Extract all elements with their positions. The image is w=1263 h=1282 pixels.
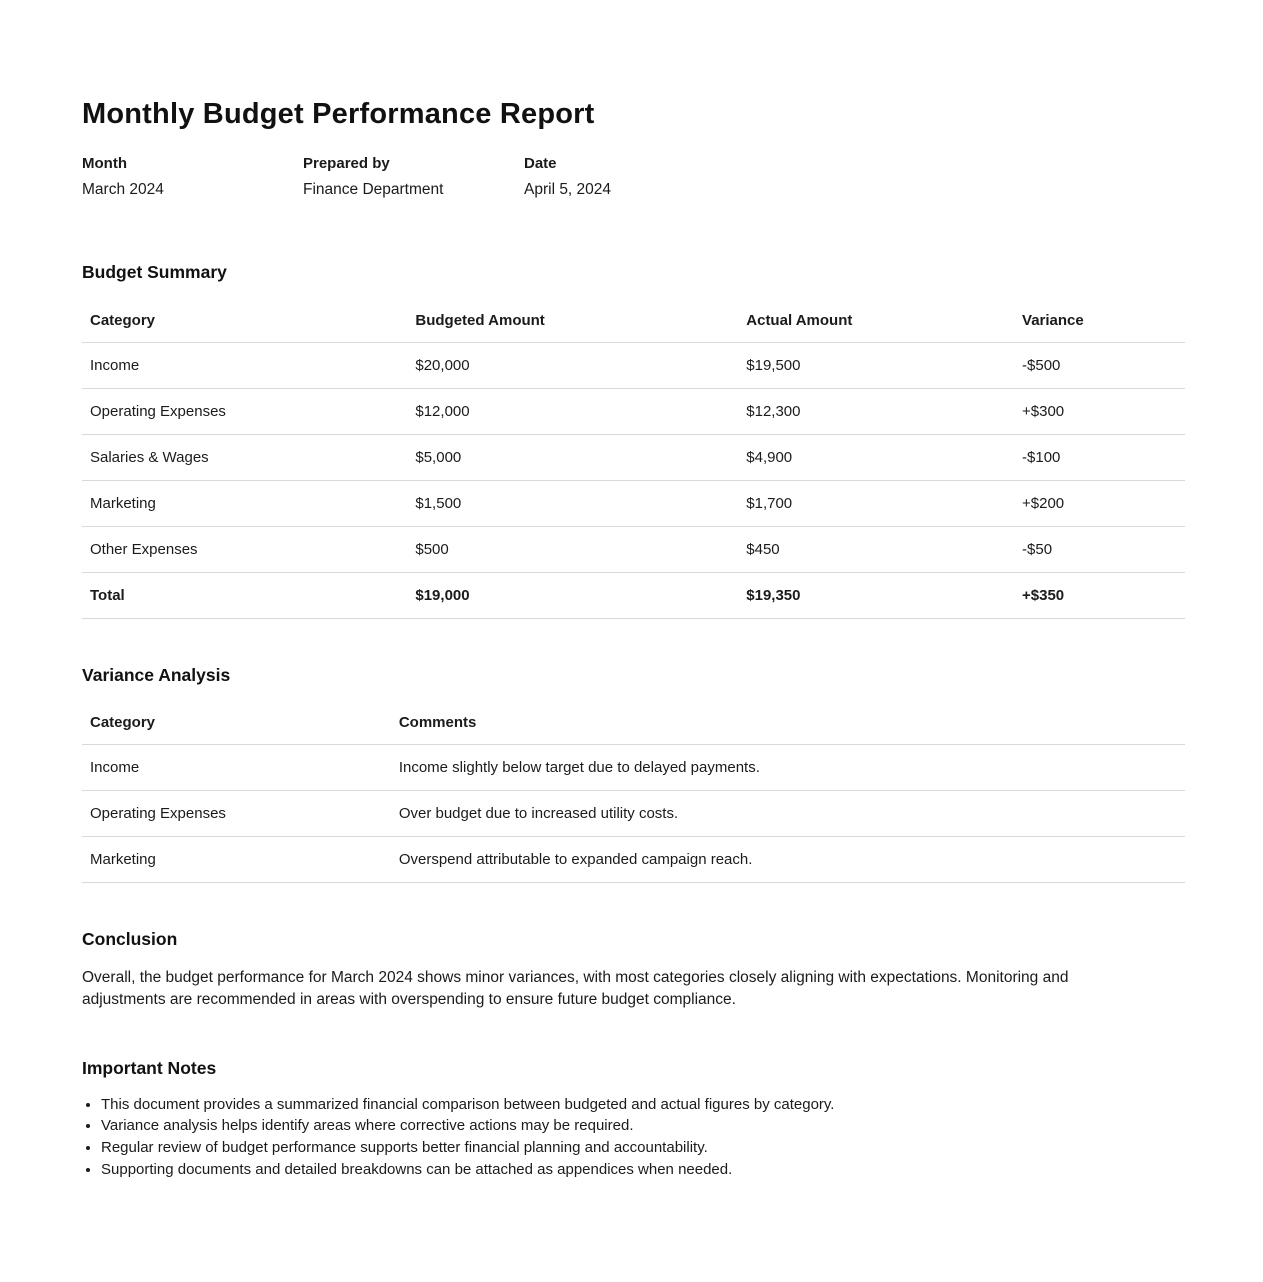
table-cell: $19,350 <box>738 572 1014 618</box>
budget-summary-row <box>82 480 1185 526</box>
table-cell: $19,000 <box>407 572 738 618</box>
table-cell: $450 <box>738 526 1014 572</box>
table-cell: Marketing <box>82 837 391 883</box>
variance-analysis-row <box>82 745 1185 791</box>
column-header: Comments <box>391 702 1185 745</box>
variance-analysis-heading: Variance Analysis <box>82 664 231 685</box>
budget-summary-row <box>82 526 1185 572</box>
budget-summary-heading: Budget Summary <box>82 261 227 282</box>
important-notes-heading: Important Notes <box>82 1058 217 1078</box>
note-item: • Regular review of budget performance supports better financial planning and accountability. <box>101 1137 1185 1159</box>
table-cell: $19,500 <box>738 342 1014 388</box>
variance-analysis-header-row <box>82 702 1185 745</box>
note-item: • Supporting documents and detailed breakdowns can be attached as appendices when needed. <box>101 1159 1185 1181</box>
table-cell: $500 <box>407 526 738 572</box>
meta-prepared-by-value: Finance Department <box>303 181 444 199</box>
report-meta <box>82 155 1185 199</box>
column-header: Budgeted Amount <box>407 300 738 343</box>
table-cell: Total <box>82 572 407 618</box>
budget-summary-row <box>82 342 1185 388</box>
table-cell: -$500 <box>1014 342 1185 388</box>
meta-date-label: Date <box>524 155 557 173</box>
table-cell: +$300 <box>1014 388 1185 434</box>
column-header: Category <box>82 702 391 745</box>
table-cell: -$100 <box>1014 434 1185 480</box>
table-cell: Income slightly below target due to delayed payments. <box>391 745 1185 791</box>
note-item: • This document provides a summarized financial comparison between budgeted and actual figures by category. <box>101 1094 1185 1116</box>
note-item: • Variance analysis helps identify areas where corrective actions may be required. <box>101 1115 1185 1137</box>
table-cell: Overspend attributable to expanded campaign reach. <box>391 837 1185 883</box>
table-cell: +$350 <box>1014 572 1185 618</box>
important-notes-list <box>82 1094 1185 1180</box>
table-cell: $20,000 <box>407 342 738 388</box>
budget-summary-header-row <box>82 300 1185 343</box>
meta-month-value: March 2024 <box>82 181 164 199</box>
variance-analysis-row <box>82 791 1185 837</box>
column-header: Category <box>82 300 407 343</box>
meta-date-value: April 5, 2024 <box>524 181 612 199</box>
budget-summary-table <box>82 300 1185 619</box>
column-header: Actual Amount <box>738 300 1014 343</box>
table-cell: +$200 <box>1014 480 1185 526</box>
table-cell: Operating Expenses <box>82 791 391 837</box>
table-cell: $12,300 <box>738 388 1014 434</box>
table-cell: -$50 <box>1014 526 1185 572</box>
table-cell: Over budget due to increased utility costs. <box>391 791 1185 837</box>
report-page <box>82 0 1185 1180</box>
budget-summary-row <box>82 434 1185 480</box>
meta-month <box>82 155 303 199</box>
budget-summary-total-row <box>82 572 1185 618</box>
conclusion-heading: Conclusion <box>82 929 178 950</box>
budget-summary-row <box>82 388 1185 434</box>
meta-month-label: Month <box>82 155 127 173</box>
variance-analysis-row <box>82 837 1185 883</box>
meta-date <box>524 155 745 199</box>
table-cell: Operating Expenses <box>82 388 407 434</box>
table-cell: Other Expenses <box>82 526 407 572</box>
column-header: Variance <box>1014 300 1185 343</box>
table-cell: Income <box>82 745 391 791</box>
variance-analysis-table <box>82 702 1185 883</box>
table-cell: $12,000 <box>407 388 738 434</box>
meta-prepared-by-label: Prepared by <box>303 155 390 173</box>
table-cell: $5,000 <box>407 434 738 480</box>
table-cell: $1,500 <box>407 480 738 526</box>
table-cell: Marketing <box>82 480 407 526</box>
table-cell: Income <box>82 342 407 388</box>
table-cell: Salaries & Wages <box>82 434 407 480</box>
table-cell: $1,700 <box>738 480 1014 526</box>
meta-prepared-by <box>303 155 524 199</box>
conclusion-text: Overall, the budget performance for March 2024 shows minor variances, with most categories closely aligning with expectations. Monitoring and adjustments are recommended in areas with overspending to ensure future budget compliance. <box>82 969 1069 1008</box>
page-title: Monthly Budget Performance Report <box>82 98 595 130</box>
table-cell: $4,900 <box>738 434 1014 480</box>
